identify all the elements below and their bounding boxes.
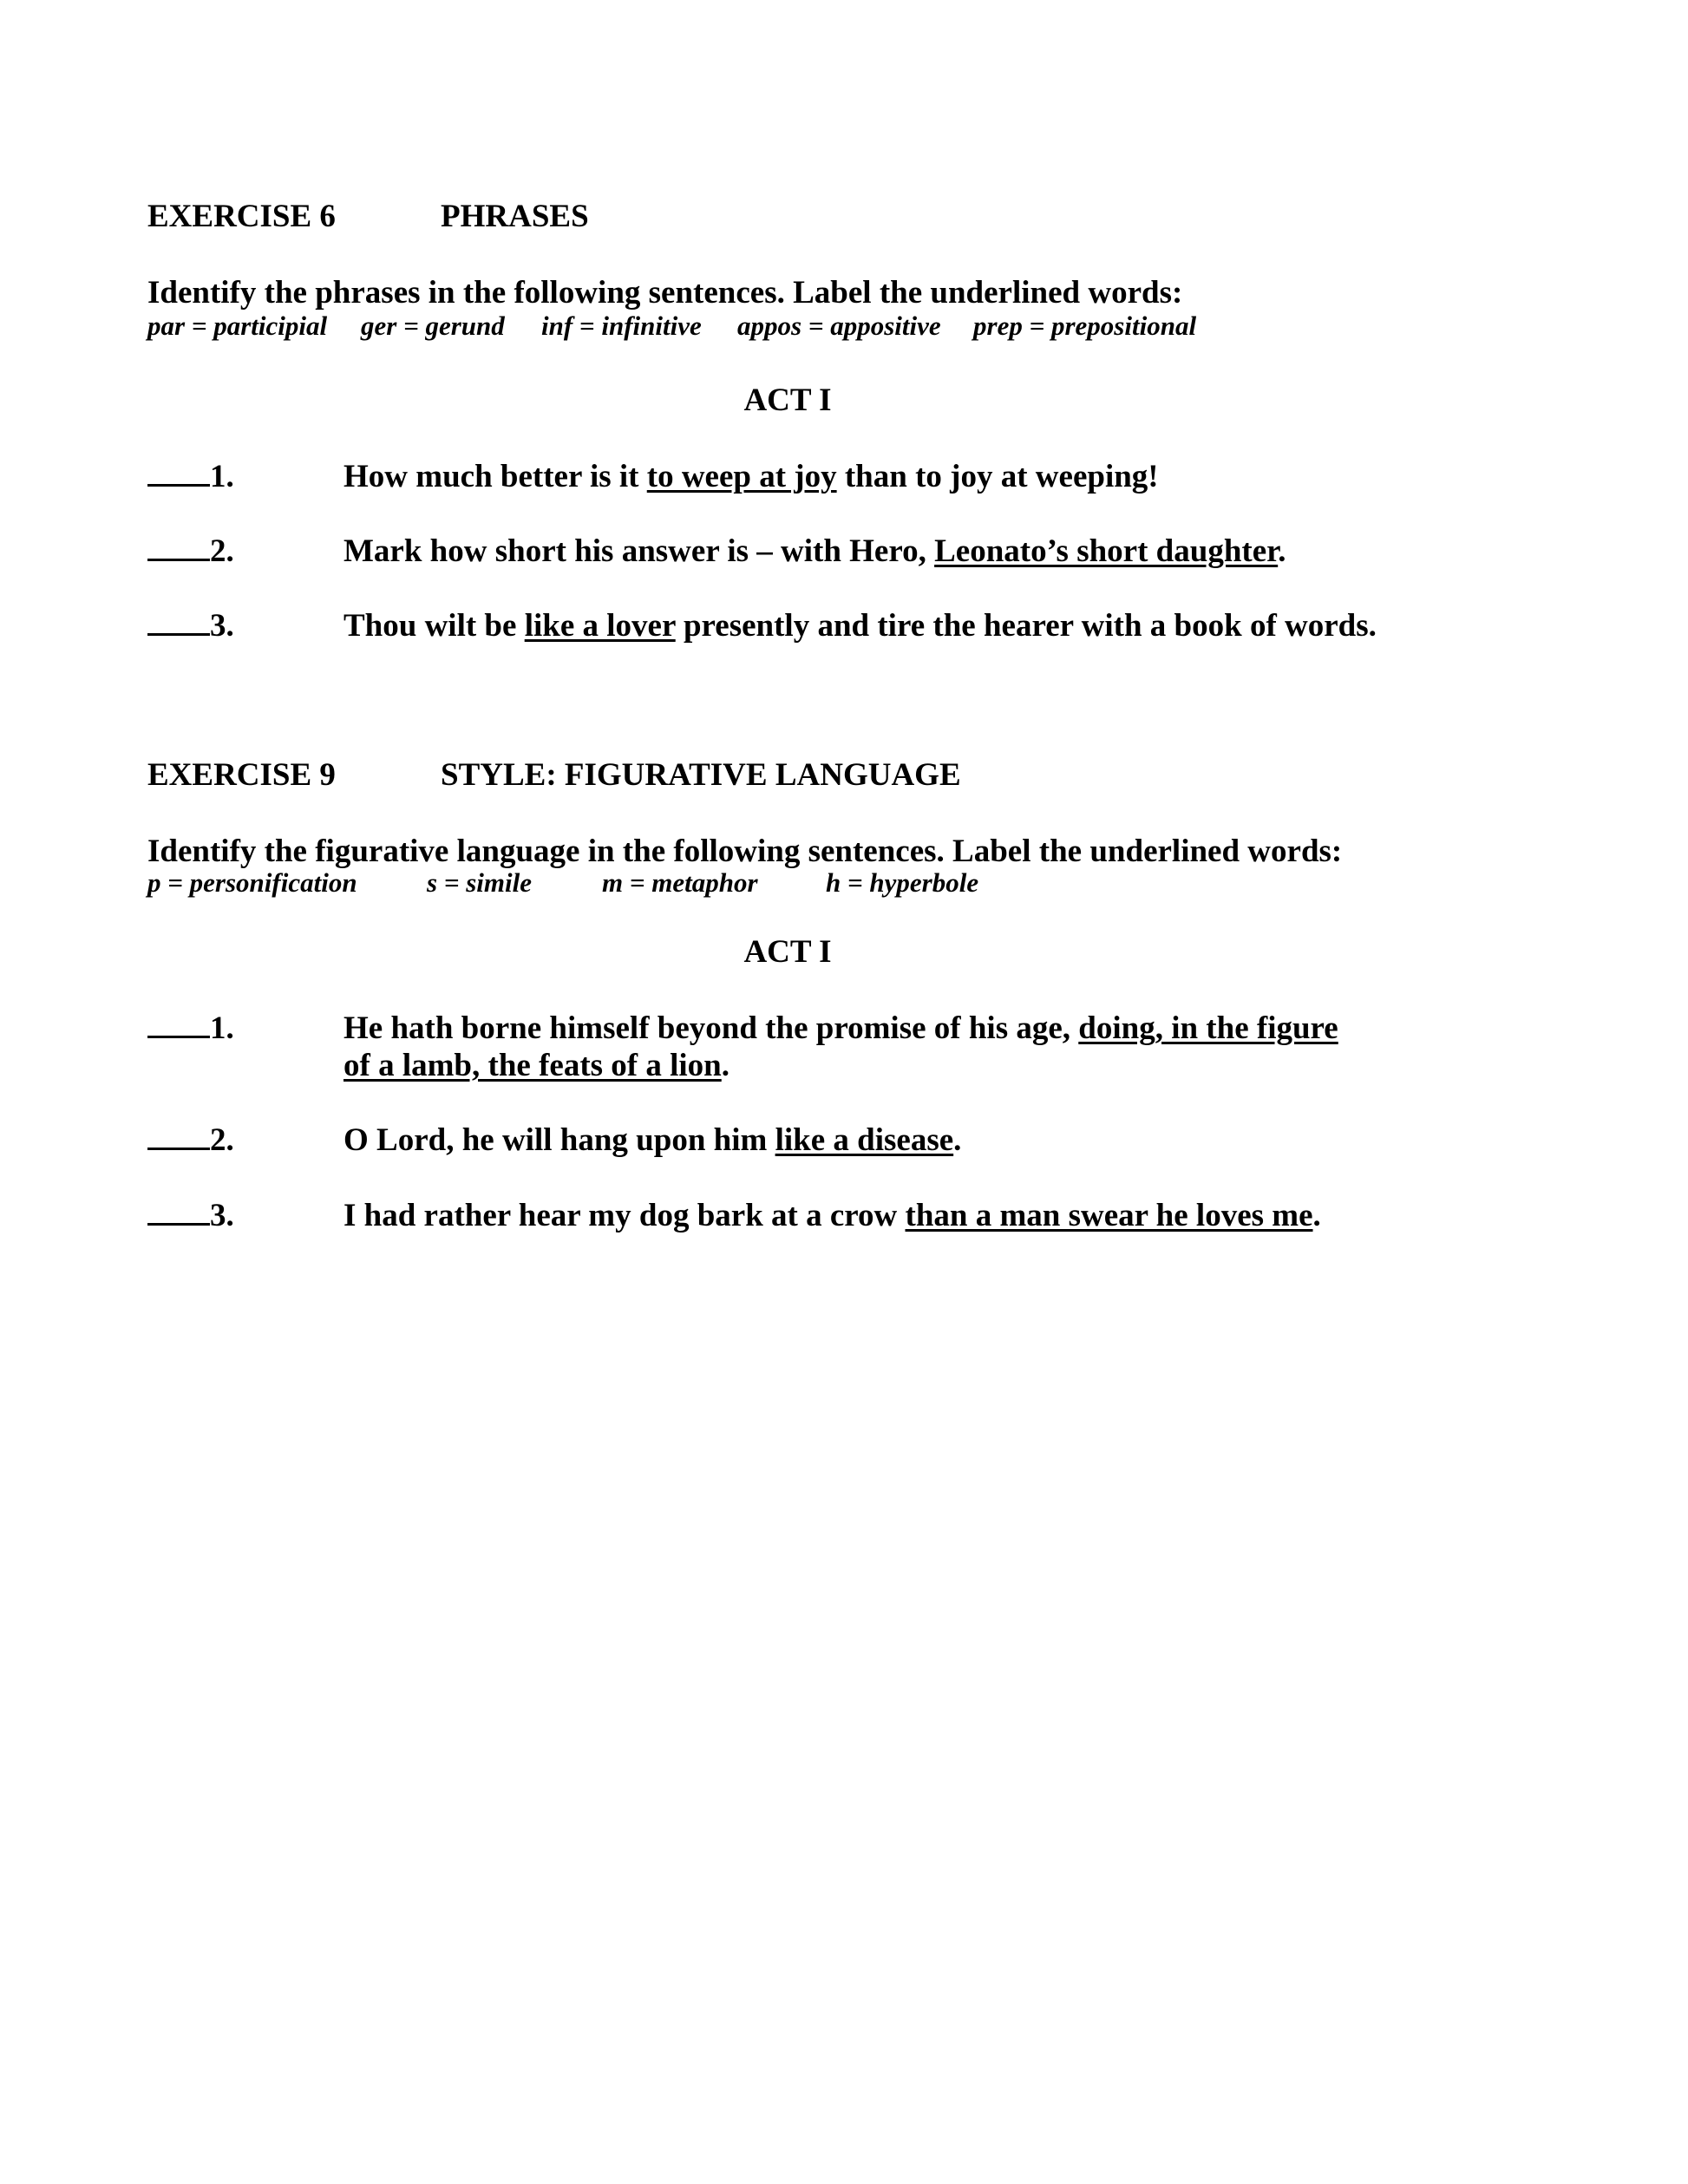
exercise9-key-h: h = hyperbole (826, 867, 979, 898)
underlined-phrase: of a lamb, the feats of a lion (343, 1048, 722, 1083)
exercise6-key-par: par = participial (147, 311, 328, 341)
exercise6-item-2-sentence: Mark how short his answer is – with Hero, Leonato’s short daughter. (343, 533, 1286, 569)
exercise9-title: STYLE: FIGURATIVE LANGUAGE (441, 757, 961, 793)
exercise6-item-2-number: 2. (147, 533, 234, 570)
underlined-phrase: Leonato’s short daughter (934, 533, 1279, 569)
answer-blank[interactable] (147, 1010, 210, 1038)
answer-blank[interactable] (147, 533, 210, 561)
underlined-phrase: like a lover (524, 608, 676, 644)
exercise6-act-heading: ACT I (743, 383, 832, 418)
exercise9-item-2-sentence: O Lord, he will hang upon him like a disease. (343, 1122, 962, 1158)
underlined-phrase: doing, in the figure (1078, 1010, 1338, 1046)
exercise6-key-inf: inf = infinitive (541, 311, 702, 341)
exercise6-item-1-number: 1. (147, 458, 234, 495)
exercise9-act-heading: ACT I (743, 934, 832, 970)
answer-blank[interactable] (147, 458, 210, 487)
exercise9-item-1-number: 1. (147, 1010, 234, 1047)
exercise9-item-1-sentence-line2: of a lamb, the feats of a lion. (343, 1048, 730, 1083)
exercise9-number: EXERCISE 9 (147, 757, 336, 793)
exercise9-key-s: s = simile (427, 867, 533, 898)
exercise6-instructions: Identify the phrases in the following sentences. Label the underlined words: (147, 275, 1183, 311)
exercise6-key-prep: prep = prepositional (973, 311, 1197, 341)
exercise9-key-m: m = metaphor (602, 867, 758, 898)
exercise6-number: EXERCISE 6 (147, 199, 336, 234)
exercise6-key-ger: ger = gerund (361, 311, 505, 341)
answer-blank[interactable] (147, 607, 210, 636)
exercise6-item-3-sentence: Thou wilt be like a lover presently and tire the hearer with a book of words. (343, 608, 1377, 644)
exercise9-instructions: Identify the figurative language in the following sentences. Label the underlined words: (147, 834, 1343, 869)
answer-blank[interactable] (147, 1121, 210, 1150)
exercise6-key-appos: appos = appositive (737, 311, 941, 341)
exercise6-title: PHRASES (441, 199, 589, 234)
exercise6-item-3-number: 3. (147, 607, 234, 644)
exercise6-item-1-sentence: How much better is it to weep at joy than to joy at weeping! (343, 459, 1159, 494)
answer-blank[interactable] (147, 1197, 210, 1226)
exercise9-item-3-number: 3. (147, 1197, 234, 1234)
underlined-phrase: to weep at joy (646, 459, 837, 494)
exercise9-item-1-sentence-line1: He hath borne himself beyond the promise of his age, doing, in the figure (343, 1010, 1338, 1046)
underlined-phrase: like a disease (775, 1122, 954, 1158)
exercise9-item-2-number: 2. (147, 1121, 234, 1159)
exercise9-key-p: p = personification (147, 867, 357, 898)
exercise9-item-3-sentence: I had rather hear my dog bark at a crow than a man swear he loves me. (343, 1198, 1321, 1233)
underlined-phrase: than a man swear he loves me (905, 1198, 1313, 1233)
